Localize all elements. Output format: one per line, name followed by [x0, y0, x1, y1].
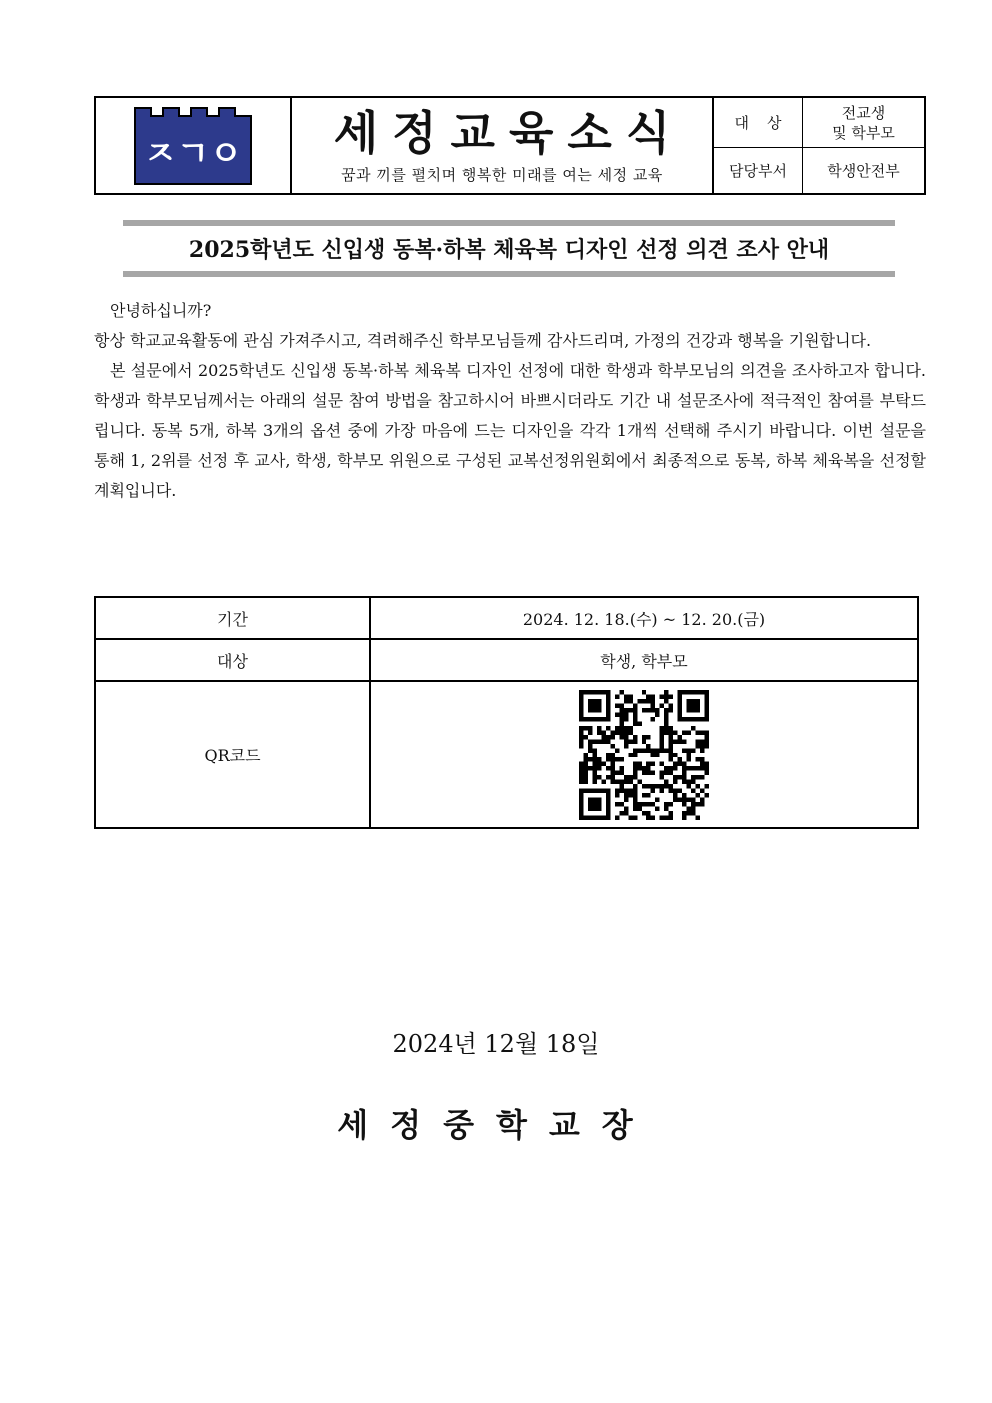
table-row: [95, 639, 918, 681]
period-label: 기간: [95, 597, 370, 639]
table-row: [95, 681, 918, 828]
paragraph-1: 항상 학교교육활동에 관심 가져주시고, 격려해주신 학부모님들께 감사드리며, 가정의 건강과 행복을 기원합니다.: [94, 331, 872, 350]
newsletter-header: [94, 96, 926, 195]
target-row-value: 학생, 학부모: [370, 639, 918, 681]
slogan: 꿈과 끼를 펼치며 행복한 미래를 여는 세정 교육: [341, 166, 663, 184]
document-title: 2025학년도 신입생 동복·하복 체육복 디자인 선정 의견 조사 안내: [188, 237, 830, 263]
logo-cell: [96, 98, 292, 193]
issue-date: 2024년 12월 18일: [392, 1030, 600, 1058]
meta-grid: [714, 98, 924, 193]
target-row-label: 대상: [95, 639, 370, 681]
dept-label: 담당부서: [714, 148, 803, 193]
qr-cell: [370, 681, 918, 828]
newsletter-title: 세정교육소식: [333, 106, 685, 160]
paragraph-2: 본 설문에서 2025학년도 신입생 동복·하복 체육복 디자인 선정에 대한 학생과 학부모님의 의견을 조사하고자 합니다. 학생과 학부모님께서는 아래의 설문 참여 방법을 참고하시어 바쁘시더라도 기간 내 설문조사에 적극적인 참여를 부탁드립니다. 동복 5개, 하복 3개의 옵션 중에 가장 마음에 드는 디자인을 각각 1개씩 선택해 주시기 바랍니다. 이번 설문을 통해 1, 2위를 선정 후 교사, 학생, 학부모 위원으로 구성된 교복선정위원회에서 최종적으로 동복, 하복 체육복을 선정할 계획입니다.: [94, 361, 926, 500]
target-value: 전교생 및 학부모: [803, 98, 924, 148]
target-label: 대상: [714, 98, 803, 148]
body-text: [94, 296, 926, 506]
logo-letters: ㅈㄱㅇ: [143, 133, 243, 174]
principal-signature: 세정중학교장: [337, 1106, 655, 1144]
school-logo: [131, 105, 255, 187]
greeting: 안녕하십니까?: [110, 301, 212, 320]
title-bar-bottom: [123, 271, 895, 277]
dept-value: 학생안전부: [827, 161, 900, 180]
period-value: 2024. 12. 18.(수) ~ 12. 20.(금): [370, 597, 918, 639]
table-row: [95, 597, 918, 639]
info-table: [94, 596, 919, 829]
qr-code[interactable]: [579, 690, 709, 820]
title-cell: [292, 98, 714, 193]
qr-label: QR코드: [95, 681, 370, 828]
